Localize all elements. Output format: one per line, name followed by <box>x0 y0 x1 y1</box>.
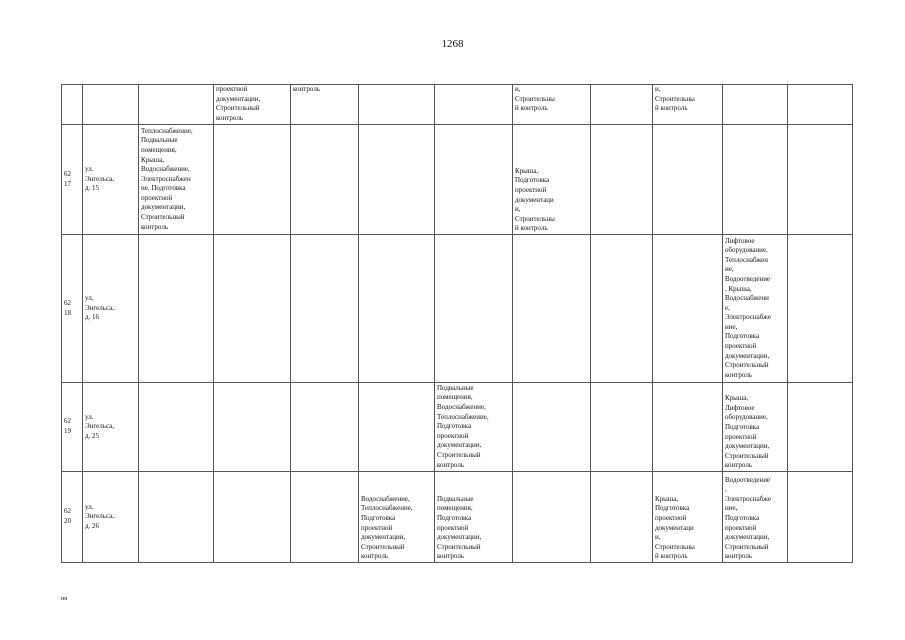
cell-col12 <box>788 383 853 472</box>
cell-col4 <box>214 235 291 383</box>
cell-col9 <box>591 472 653 563</box>
cell-col5 <box>291 472 359 563</box>
cell-col12 <box>788 85 853 125</box>
cell-number: 62 19 <box>62 383 83 472</box>
cell-col9 <box>591 235 653 383</box>
cell-number: 62 18 <box>62 235 83 383</box>
cell-address <box>83 85 139 125</box>
table-row-6218 <box>62 235 853 383</box>
cell-col12 <box>788 125 853 235</box>
cell-col11: Лифтовое оборудование, Теплоснабжен ие, Водоотведение , Крыша, Водоснабжени е, Электроснабже ние, Подготовка проектной документации, Строительный контроль <box>723 235 788 383</box>
table-row-continuation <box>62 85 853 125</box>
cell-col4 <box>214 472 291 563</box>
page-number: 1268 <box>441 38 464 50</box>
cell-col9 <box>591 383 653 472</box>
cell-col5 <box>291 383 359 472</box>
cell-col4 <box>214 125 291 235</box>
cell-col3 <box>139 235 214 383</box>
cell-col4: проектной документации, Строительный контроль <box>214 85 291 125</box>
cell-col6 <box>359 125 435 235</box>
cell-col3 <box>139 85 214 125</box>
cell-address: ул. Энгельса, д. 15 <box>83 125 139 235</box>
cell-col3 <box>139 383 214 472</box>
cell-col6 <box>359 235 435 383</box>
cell-col3: Теплоснабжение, Подвальные помещения, Крыша, Водоснабжение, Электроснабжен ие, Подготовка проектной документации, Строительный контроль <box>139 125 214 235</box>
cell-col7 <box>435 85 513 125</box>
cell-address: ул. Энгельса, д. 26 <box>83 472 139 563</box>
cell-col9 <box>591 85 653 125</box>
cell-number <box>62 85 83 125</box>
cell-col6 <box>359 85 435 125</box>
cell-number: 62 17 <box>62 125 83 235</box>
table-row-6219 <box>62 383 853 472</box>
cell-col5 <box>291 125 359 235</box>
cell-col10: и, Строительны й контроль <box>653 85 723 125</box>
cell-col10 <box>653 125 723 235</box>
cell-col7: Подвальные помещения, Водоснабжение, Теплоснабжение, Подготовка проектной документации, Строительный контроль <box>435 383 513 472</box>
cell-col11 <box>723 85 788 125</box>
cell-col11: Крыша, Лифтовое оборудование, Подготовка проектной документации, Строительный контроль <box>723 383 788 472</box>
repair-schedule-table <box>61 84 853 563</box>
cell-col8: Крыша, Подготовка проектной документаци и, Строительны й контроль <box>513 125 591 235</box>
cell-col3 <box>139 472 214 563</box>
cell-col7: Подвальные помещения, Подготовка проектной документации, Строительный контроль <box>435 472 513 563</box>
cell-col8 <box>513 472 591 563</box>
cell-col6 <box>359 383 435 472</box>
table-row-6220 <box>62 472 853 563</box>
cell-col10 <box>653 235 723 383</box>
cell-address: ул. Энгельса, д. 16 <box>83 235 139 383</box>
cell-col12 <box>788 472 853 563</box>
cell-col7 <box>435 235 513 383</box>
cell-number: 62 20 <box>62 472 83 563</box>
cell-col11 <box>723 125 788 235</box>
cell-address: ул. Энгельса, д. 25 <box>83 383 139 472</box>
table-row-6217 <box>62 125 853 235</box>
footer-mark: нн <box>61 596 68 602</box>
cell-col11: Водоотведение , Электроснабже ние, Подготовка проектной документации, Строительный контроль <box>723 472 788 563</box>
cell-col10 <box>653 383 723 472</box>
cell-col7 <box>435 125 513 235</box>
cell-col6: Водоснабжение, Теплоснабжение, Подготовка проектной документации, Строительный контроль <box>359 472 435 563</box>
cell-col12 <box>788 235 853 383</box>
cell-col8 <box>513 235 591 383</box>
cell-col4 <box>214 383 291 472</box>
cell-col8: и, Строительны й контроль <box>513 85 591 125</box>
cell-col9 <box>591 125 653 235</box>
cell-col8 <box>513 383 591 472</box>
cell-col5: контроль <box>291 85 359 125</box>
cell-col5 <box>291 235 359 383</box>
cell-col10: Крыша, Подготовка проектной документаци и, Строительны й контроль <box>653 472 723 563</box>
